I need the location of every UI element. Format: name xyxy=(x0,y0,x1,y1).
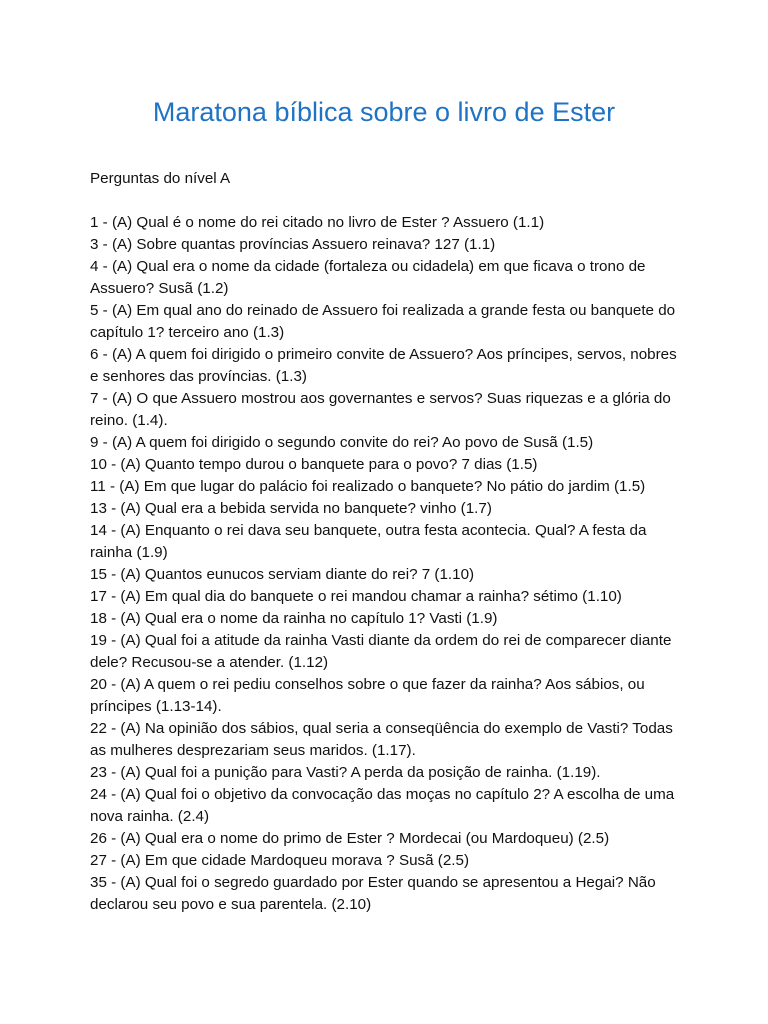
question-item: 22 - (A) Na opinião dos sábios, qual seria a conseqüência do exemplo de Vasti? Todas as mulheres desprezariam seus maridos. (1.17). xyxy=(90,720,673,759)
question-item: 4 - (A) Qual era o nome da cidade (fortaleza ou cidadela) em que ficava o trono de Assuero? Susã (1.2) xyxy=(90,258,646,297)
question-item: 24 - (A) Qual foi o objetivo da convocação das moças no capítulo 2? A escolha de uma nova rainha. (2.4) xyxy=(90,786,675,825)
section-heading: Perguntas do nível A xyxy=(90,170,231,187)
question-item: 27 - (A) Em que cidade Mardoqueu morava ? Susã (2.5) xyxy=(90,852,470,869)
question-item: 3 - (A) Sobre quantas províncias Assuero reinava? 127 (1.1) xyxy=(90,236,496,253)
question-item: 7 - (A) O que Assuero mostrou aos governantes e servos? Suas riquezas e a glória do reino. (1.4). xyxy=(90,390,671,429)
question-item: 9 - (A) A quem foi dirigido o segundo convite do rei? Ao povo de Susã (1.5) xyxy=(90,434,594,451)
question-item: 19 - (A) Qual foi a atitude da rainha Vasti diante da ordem do rei de comparecer diante dele? Recusou-se a atender. (1.12) xyxy=(90,632,672,671)
question-item: 15 - (A) Quantos eunucos serviam diante do rei? 7 (1.10) xyxy=(90,566,475,583)
question-item: 23 - (A) Qual foi a punição para Vasti? A perda da posição de rainha. (1.19). xyxy=(90,764,601,781)
question-item: 13 - (A) Qual era a bebida servida no banquete? vinho (1.7) xyxy=(90,500,492,517)
question-item: 1 - (A) Qual é o nome do rei citado no livro de Ester ? Assuero (1.1) xyxy=(90,214,545,231)
question-item: 14 - (A) Enquanto o rei dava seu banquete, outra festa acontecia. Qual? A festa da rainha (1.9) xyxy=(90,522,647,561)
question-item: 10 - (A) Quanto tempo durou o banquete para o povo? 7 dias (1.5) xyxy=(90,456,538,473)
document-title: Maratona bíblica sobre o livro de Ester xyxy=(152,97,616,127)
question-item: 18 - (A) Qual era o nome da rainha no capítulo 1? Vasti (1.9) xyxy=(90,610,498,627)
question-item: 6 - (A) A quem foi dirigido o primeiro convite de Assuero? Aos príncipes, servos, nobres e senhores das províncias. (1.3) xyxy=(90,346,677,385)
question-item: 20 - (A) A quem o rei pediu conselhos sobre o que fazer da rainha? Aos sábios, ou príncipes (1.13-14). xyxy=(90,676,645,715)
question-item: 5 - (A) Em qual ano do reinado de Assuero foi realizada a grande festa ou banquete do capítulo 1? terceiro ano (1.3) xyxy=(90,302,676,341)
question-item: 17 - (A) Em qual dia do banquete o rei mandou chamar a rainha? sétimo (1.10) xyxy=(90,588,622,605)
question-item: 35 - (A) Qual foi o segredo guardado por Ester quando se apresentou a Hegai? Não declarou seu povo e sua parentela. (2.10) xyxy=(90,874,656,913)
question-item: 11 - (A) Em que lugar do palácio foi realizado o banquete? No pátio do jardim (1.5) xyxy=(90,478,646,495)
question-list xyxy=(90,212,688,916)
question-item: 26 - (A) Qual era o nome do primo de Ester ? Mordecai (ou Mardoqueu) (2.5) xyxy=(90,830,610,847)
